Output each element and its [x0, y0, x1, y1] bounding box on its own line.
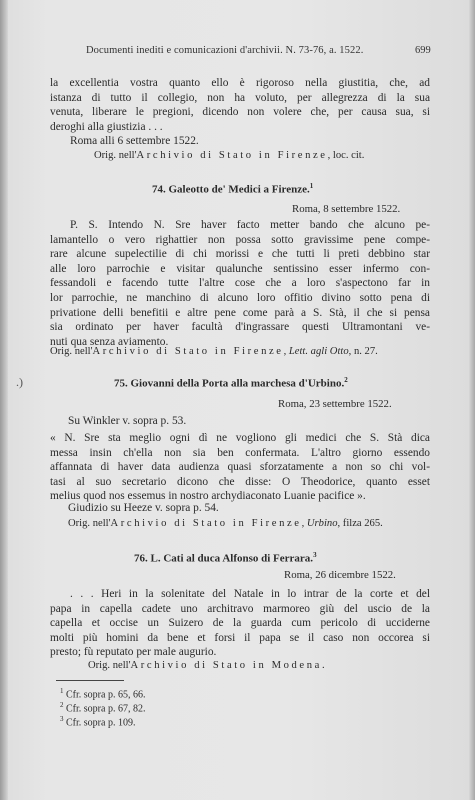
- doc74-body: [50, 218, 430, 349]
- text-line: tasi al suo secretario dicono che disse: O Theodorice, quanto esset: [50, 475, 430, 488]
- text-line: P. S. Intendo N. Sre haver facto metter bando che alcuno pe-: [70, 219, 430, 231]
- footnote-text: Cfr. sopra p. 65, 66.: [63, 689, 146, 701]
- text-line: venuta, liberare le pregioni, dicendo non volere che, per causa sua, si: [50, 106, 430, 119]
- text-line: melius quod nos essemus in nostro archydiaconato Luanie pacifice ».: [50, 490, 366, 503]
- footnote: [60, 701, 145, 714]
- text-line: rare alcune supelectilie di chi morissi e che tutti li preti debbino star: [50, 248, 430, 261]
- doc75-reference-2: Giudizio su Heeze v. sopra p. 54.: [68, 502, 219, 514]
- text-line: nuti qua senza aviamento.: [50, 335, 169, 348]
- text-line: lor parrochie, ne manchino di alcuno loro offitio divino sotto pena di: [50, 291, 430, 304]
- doc76-origin: Orig. nell'Archivio di Stato in Modena.: [88, 660, 325, 671]
- footnote-text: Cfr. sopra p. 67, 82.: [63, 703, 146, 715]
- doc73-continuation: [50, 76, 430, 149]
- text-line: lamantello o vero righattier non possa sotto gravissime pene compe-: [50, 233, 430, 246]
- text-line: privatione delli benefitii e altre pene come parà a S. Stà, il che si pensa: [50, 306, 430, 319]
- doc75-reference: Su Winkler v. sopra p. 53.: [68, 415, 187, 427]
- text-line: capella et occise un Suizero de la guarda cum pericolo di ucciderne: [50, 617, 430, 630]
- text-line: affannata di haver data audienza quasi sforzatamente a non so chi vol-: [50, 461, 430, 474]
- footnote-rule: [56, 680, 124, 681]
- text-line: fessandoli e facendo tutte l'altre cose che a loro s'aspectono far in: [50, 277, 430, 290]
- letter-closing: Roma alli 6 settembre 1522.: [70, 135, 199, 148]
- doc75-origin: Orig. nell'Archivio di Stato in Firenze, Urbino, filza 265.: [68, 518, 383, 529]
- text-line: presto; fù reputato per male augurio.: [50, 646, 217, 659]
- footnote-number: 2: [60, 701, 64, 709]
- doc76-date: Roma, 26 dicembre 1522.: [284, 569, 396, 581]
- text-line: istanza di tutto il collegio, non ha voluto, per allegrezza di la sua: [50, 91, 430, 104]
- doc75-date: Roma, 23 settembre 1522.: [278, 398, 392, 410]
- footnote: [60, 687, 145, 700]
- doc75-body: [50, 431, 430, 504]
- text-line: messa insin ch'ella non sia ben confermata. L'altro giorno essendo: [50, 446, 430, 459]
- doc75-heading: 75. Giovanni della Porta alla marchesa d'Urbino.$^2$: [114, 376, 348, 390]
- text-line: papa in capella cadete uno architravo marmoreo giù del uscio de la: [50, 602, 430, 615]
- text-line: la excellentia vostra quanto ello è rigoroso nella giustitia, che, ad: [50, 77, 430, 89]
- footnote-number: 3: [60, 715, 64, 723]
- book-spine-shadow: [0, 0, 8, 800]
- footnote-text: Cfr. sopra p. 109.: [63, 717, 136, 729]
- doc74-origin: Orig. nell'Archivio di Stato in Firenze, Lett. agli Otto, n. 27.: [50, 346, 378, 357]
- doc74-heading: 74. Galeotto de' Medici a Firenze.$^1$: [152, 182, 314, 196]
- page-edge-shadow: [469, 0, 475, 800]
- page-number: 699: [415, 45, 431, 56]
- text-line: deroghi alla giustizia . . .: [50, 120, 163, 133]
- text-line: sia ordinato per haver facultà d'ingrassare questi Ultramontani ve-: [50, 321, 430, 334]
- text-line: . . . Heri in la solenitate del Natale in lo intrar de la corte et del: [70, 588, 430, 600]
- text-line: alle loro parrochie e visitar qualunche sentissino esser infermo con-: [50, 262, 430, 275]
- text-line: molti più homini da bene et forsi il papa se il caso non occorea si: [50, 631, 430, 644]
- margin-mark: .): [16, 375, 23, 389]
- doc76-heading: 76. L. Cati al duca Alfonso di Ferrara.$^3$: [134, 551, 317, 565]
- text-line: « N. Sre sta meglio ogni dì ne vogliono gli medici che S. Stà dica: [50, 432, 430, 444]
- footnote-number: 1: [60, 687, 64, 695]
- doc76-body: [50, 587, 430, 660]
- doc74-date: Roma, 8 settembre 1522.: [292, 203, 401, 215]
- running-header: Documenti inediti e comunicazioni d'archivii. N. 73-76, a. 1522.: [86, 45, 364, 56]
- doc73-origin: Orig. nell'Archivio di Stato in Firenze, loc. cit.: [94, 150, 365, 161]
- footnote: [60, 715, 135, 728]
